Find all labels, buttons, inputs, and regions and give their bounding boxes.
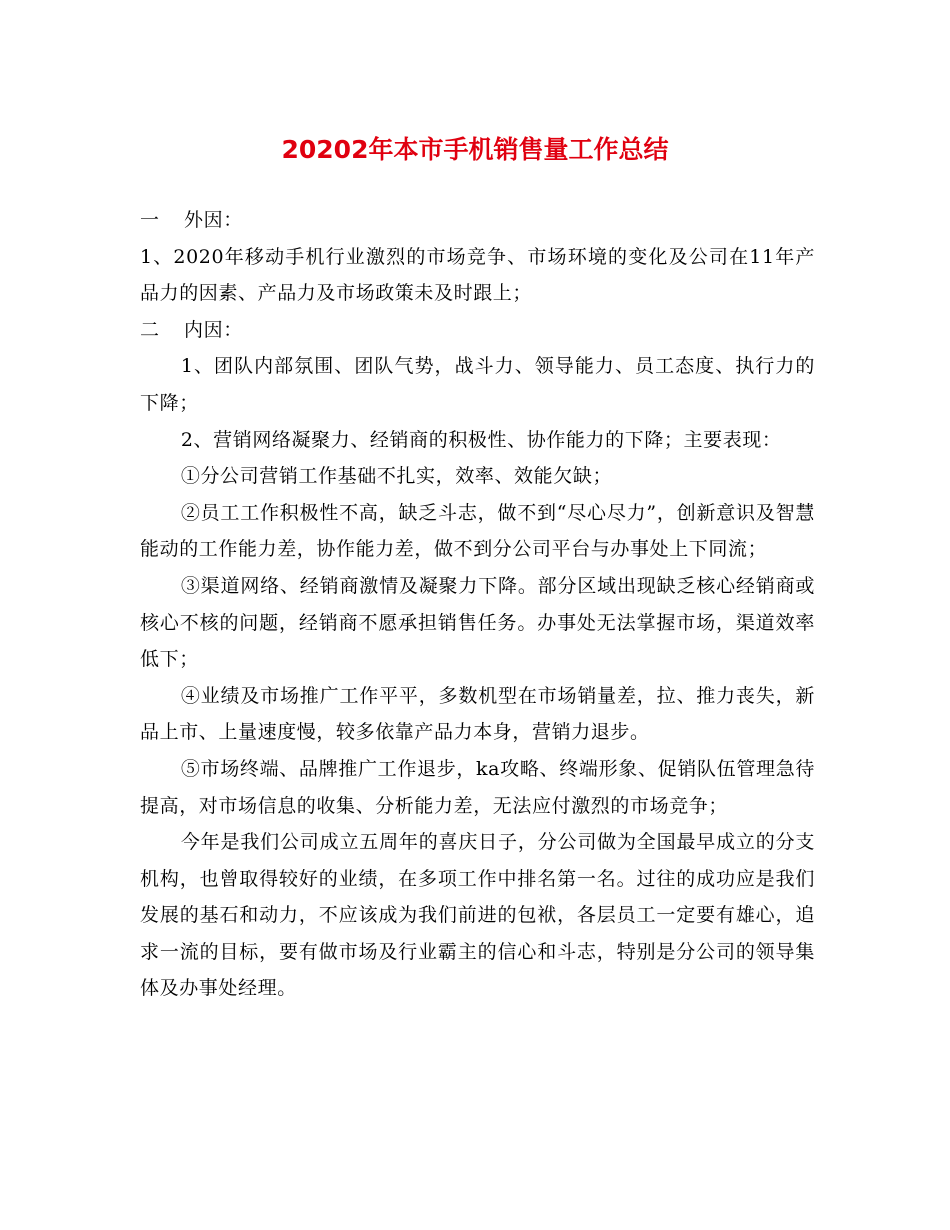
paragraph: 今年是我们公司成立五周年的喜庆日子，分公司做为全国最早成立的分支机构，也曾取得较好的业绩，在多项工作中排名第一名。过往的成功应是我们发展的基石和动力，不应该成为我们前进的包袱，各层员工一定要有雄心，追求一流的目标，要有做市场及行业霸主的信心和斗志，特别是分公司的领导集体及办事处经理。 — [140, 831, 815, 1000]
section-heading-internal — [140, 312, 815, 349]
section-number: 一 — [140, 209, 160, 231]
paragraph: ③渠道网络、经销商激情及凝聚力下降。部分区域出现缺乏核心经销商或核心不核的问题，经销商不愿承担销售任务。办事处无法掌握市场，渠道效率低下； — [140, 574, 815, 671]
paragraph: ①分公司营销工作基础不扎实，效率、效能欠缺； — [180, 465, 613, 488]
section-number: 二 — [140, 318, 160, 341]
document-title: 20202年本市手机销售量工作总结 — [281, 135, 669, 164]
paragraph: ⑤市场终端、品牌推广工作退步，ka攻略、终端形象、促销队伍管理急待提高，对市场信息的收集、分析能力差，无法应付激烈的市场竞争； — [140, 757, 815, 817]
paragraph: 1、2020年移动手机行业激烈的市场竞争、市场环境的变化及公司在11年产品力的因素、产品力及市场政策未及时跟上； — [140, 245, 815, 305]
paragraph: 1、团队内部氛围、团队气势，战斗力、领导能力、员工态度、执行力的下降； — [140, 355, 815, 414]
section-heading-external — [140, 202, 815, 239]
document-body — [140, 202, 815, 1007]
paragraph: ④业绩及市场推广工作平平，多数机型在市场销量差，拉、推力丧失，新品上市、上量速度慢，较多依靠产品力本身，营销力退步。 — [140, 684, 815, 744]
paragraph: ②员工工作积极性不高，缺乏斗志，做不到“尽心尽力”，创新意识及智慧能动的工作能力差，协作能力差，做不到分公司平台与办事处上下同流； — [140, 501, 815, 561]
section-heading-text: 内因： — [184, 318, 243, 341]
section-heading-text: 外因： — [184, 209, 243, 231]
paragraph: 2、营销网络凝聚力、经销商的积极性、协作能力的下降；主要表现： — [180, 428, 782, 451]
